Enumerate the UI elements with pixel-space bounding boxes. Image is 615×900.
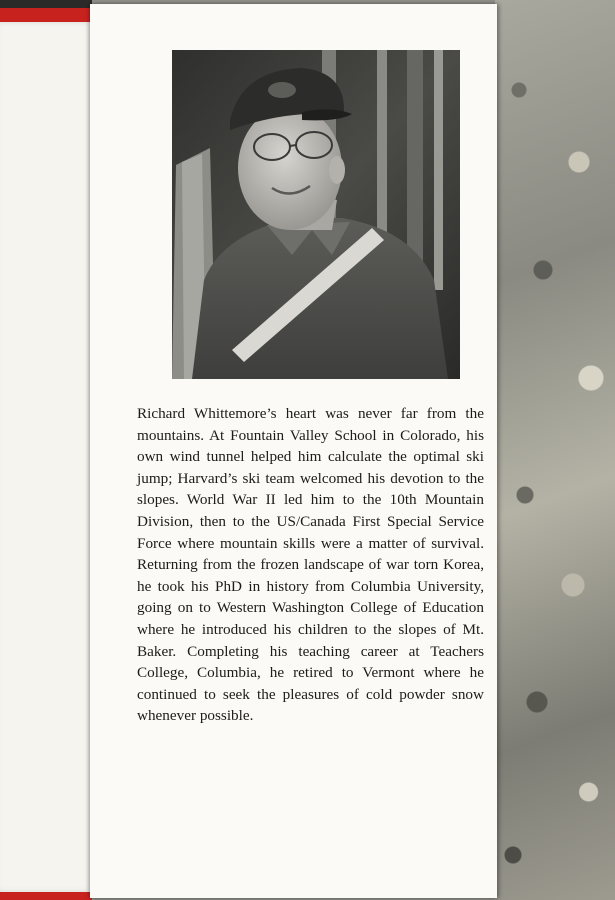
inner-page-edge [0, 22, 92, 892]
book-cover-edge [0, 0, 92, 900]
stone-background [495, 0, 615, 900]
author-photo-illustration [172, 50, 460, 379]
author-biography: Richard Whittemore’s heart was never far from the mountains. At Fountain Valley School in Colorado, his own wind tunnel helped him calculate the optimal ski jump; Harvard’s ski team welcomed his devotion to the slopes. World War II led him to the 10th Mountain Division, then to the US/Canada First Special Service Force where mountain skills were a matter of survival. Returning from the frozen landscape of war torn Korea, he took his PhD in history from Columbia University, going on to Western Washington College of Education where he introduced his children to the slopes of Mt. Baker. Completing his teaching career at Teachers College, Columbia, he retired to Vermont where he continued to seek the pleasures of cold powder snow whenever possible. [137, 405, 484, 725]
author-photo [172, 50, 460, 379]
cover-top-strip [0, 0, 92, 8]
